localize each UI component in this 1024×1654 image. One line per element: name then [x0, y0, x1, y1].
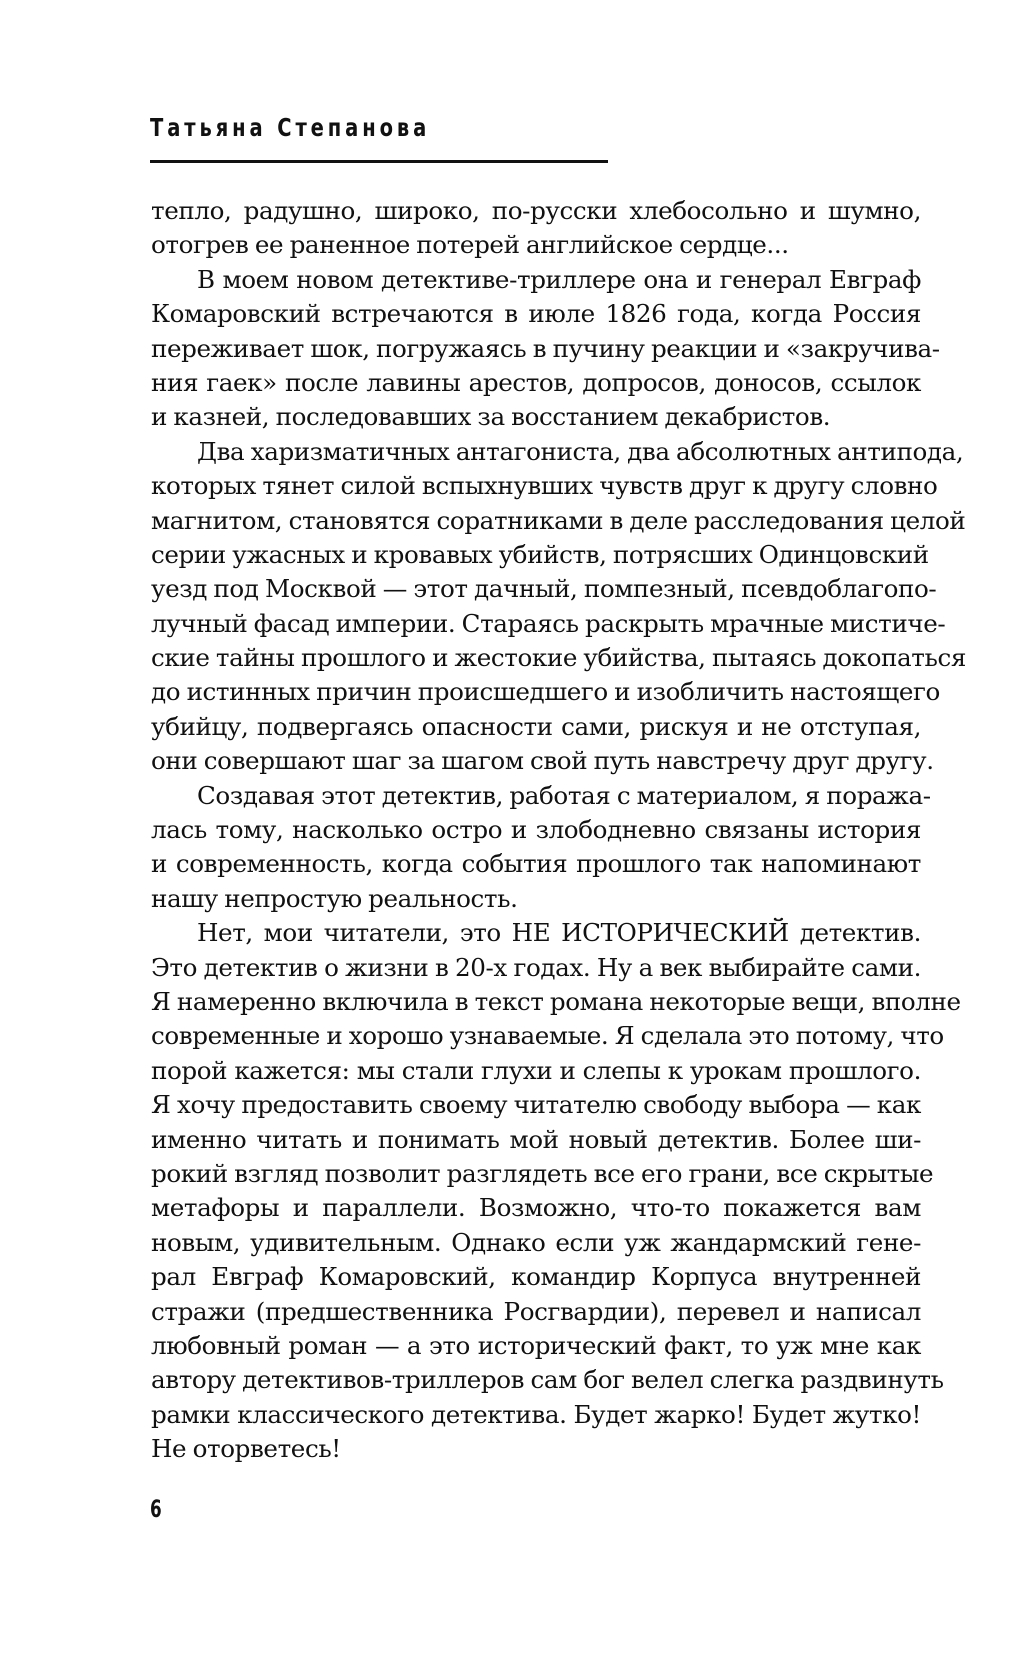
text-line: новым, удивительным. Однако если уж жандармский гене-	[151, 1227, 921, 1257]
text-line: и современность, когда события прошлого так напоминают	[151, 849, 921, 879]
text-line: рамки классического детектива. Будет жарко! Будет жутко!	[151, 1399, 921, 1429]
text-line: ские тайны прошлого и жестокие убийства, пытаясь докопаться	[151, 643, 966, 673]
text-line: уезд под Москвой — этот дачный, помпезный, псевдоблагопо-	[151, 574, 937, 604]
paragraph	[151, 194, 921, 263]
author-name: Татьяна Степанова	[150, 113, 431, 142]
header-rule	[150, 160, 608, 163]
body-text	[151, 194, 966, 1466]
text-line: стражи (предшественника Росгвардии), перевел и написал	[151, 1296, 921, 1326]
text-line: Создавая этот детектив, работая с материалом, я поража-	[197, 780, 931, 810]
text-line: метафоры и параллели. Возможно, что-то покажется вам	[151, 1193, 921, 1223]
text-line: рокий взгляд позволит разглядеть все его грани, все скрытые	[151, 1158, 934, 1188]
paragraph	[151, 779, 931, 917]
text-line: порой кажется: мы стали глухи и слепы к урокам прошлого.	[151, 1055, 921, 1085]
running-header	[150, 112, 610, 144]
text-line: ния гаек» после лавины арестов, допросов, доносов, ссылок	[151, 367, 921, 397]
text-line: Я хочу предоставить своему читателю свободу выбора — как	[151, 1090, 921, 1120]
text-line: тепло, радушно, широко, по-русски хлебосольно и шумно,	[151, 196, 921, 225]
text-line: и казней, последовавших за восстанием декабристов.	[151, 402, 831, 432]
text-line: Комаровский встречаются в июле 1826 года, когда Россия	[151, 299, 921, 329]
text-line: рал Евграф Комаровский, командир Корпуса внутренней	[151, 1262, 921, 1292]
text-line: Я намеренно включила в текст романа некоторые вещи, вполне	[151, 986, 961, 1016]
text-line: Это детектив о жизни в 20-х годах. Ну а век выбирайте сами.	[151, 952, 921, 982]
text-line: лась тому, насколько остро и злободневно связаны история	[151, 815, 921, 845]
text-line: серии ужасных и кровавых убийств, потрясших Одинцовский	[151, 539, 929, 569]
text-line: магнитом, становятся соратниками в деле расследования целой	[151, 505, 966, 535]
paragraph	[151, 435, 966, 779]
paragraph	[151, 916, 961, 1466]
text-line: именно читать и понимать мой новый детектив. Более ши-	[151, 1124, 921, 1154]
text-line: которых тянет силой вспыхнувших чувств друг к другу словно	[151, 471, 938, 501]
text-line: автору детективов-триллеров сам бог велел слегка раздвинуть	[151, 1365, 944, 1395]
text-line: нашу непростую реальность.	[151, 883, 518, 913]
text-line: любовный роман — а это исторический факт, то уж мне как	[151, 1330, 921, 1360]
text-line: Два харизматичных антагониста, два абсолютных антипода,	[197, 436, 964, 466]
text-line: лучный фасад империи. Стараясь раскрыть мрачные мистиче-	[151, 608, 946, 638]
text-line: В моем новом детективе-триллере она и генерал Евграф	[197, 264, 921, 294]
text-line: отогрев ее раненное потерей английское сердце...	[151, 230, 789, 260]
text-line: они совершают шаг за шагом свой путь навстречу друг другу.	[151, 746, 934, 776]
page-number: 6	[150, 1495, 162, 1523]
text-line: переживает шок, погружаясь в пучину реакции и «закручива-	[151, 333, 940, 363]
text-line: убийцу, подвергаясь опасности сами, рискуя и не отступая,	[151, 711, 921, 741]
text-line: Не оторветесь!	[151, 1434, 341, 1464]
text-line: Нет, мои читатели, это НЕ ИСТОРИЧЕСКИЙ детектив.	[197, 918, 921, 948]
paragraph	[151, 263, 940, 435]
text-line: до истинных причин происшедшего и изобличить настоящего	[151, 677, 940, 707]
text-line: современные и хорошо узнаваемые. Я сделала это потому, что	[151, 1021, 944, 1051]
